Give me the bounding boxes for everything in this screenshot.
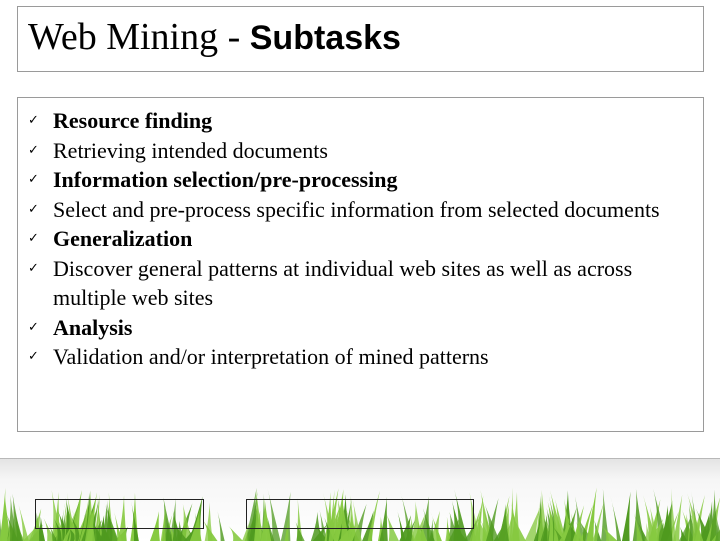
grass-blade bbox=[673, 495, 682, 541]
bullet-text: Information selection/pre-processing bbox=[53, 167, 398, 192]
checkmark-icon: ✓ bbox=[28, 231, 39, 246]
bullet-text: Resource finding bbox=[53, 108, 213, 133]
grass-blade bbox=[0, 488, 6, 541]
grass-blade bbox=[622, 492, 631, 541]
bullet-text: Discover general patterns at individual web sites as well as across multiple web sites bbox=[53, 255, 633, 310]
bullet-item bbox=[18, 224, 698, 254]
bullet-text: Analysis bbox=[53, 314, 133, 340]
bullet-text: Retrieving intended documents bbox=[53, 137, 328, 163]
bullet-item bbox=[18, 254, 698, 313]
bullet-item bbox=[18, 342, 698, 372]
bullet-item bbox=[18, 313, 698, 343]
content-box bbox=[17, 97, 704, 432]
grass-blade bbox=[217, 508, 225, 541]
checkmark-icon: ✓ bbox=[28, 260, 39, 276]
footer-box-middle bbox=[246, 499, 474, 529]
title-sub: Subtasks bbox=[249, 19, 401, 57]
grass-blade bbox=[610, 495, 621, 541]
bullet-item bbox=[18, 165, 698, 195]
checkmark-icon: ✓ bbox=[28, 172, 39, 187]
title-main: Web Mining - bbox=[28, 16, 250, 58]
slide-title bbox=[28, 17, 401, 65]
footer-box-left bbox=[35, 499, 204, 529]
checkmark-icon: ✓ bbox=[28, 113, 39, 128]
bullet-text: Generalization bbox=[53, 226, 193, 251]
grass-footer bbox=[0, 458, 720, 541]
bullet-text: Select and pre-process specific information from selected documents bbox=[53, 196, 660, 222]
title-box bbox=[17, 6, 704, 72]
checkmark-icon: ✓ bbox=[28, 349, 39, 364]
bullet-item bbox=[18, 136, 698, 166]
checkmark-icon: ✓ bbox=[28, 201, 39, 217]
bullet-text: Validation and/or interpretation of mined patterns bbox=[53, 344, 489, 369]
grass-blade bbox=[228, 526, 243, 541]
bullet-list bbox=[18, 106, 698, 372]
checkmark-icon: ✓ bbox=[28, 319, 39, 335]
checkmark-icon: ✓ bbox=[28, 142, 39, 158]
bullet-item bbox=[18, 195, 698, 225]
bullet-item bbox=[18, 106, 698, 136]
